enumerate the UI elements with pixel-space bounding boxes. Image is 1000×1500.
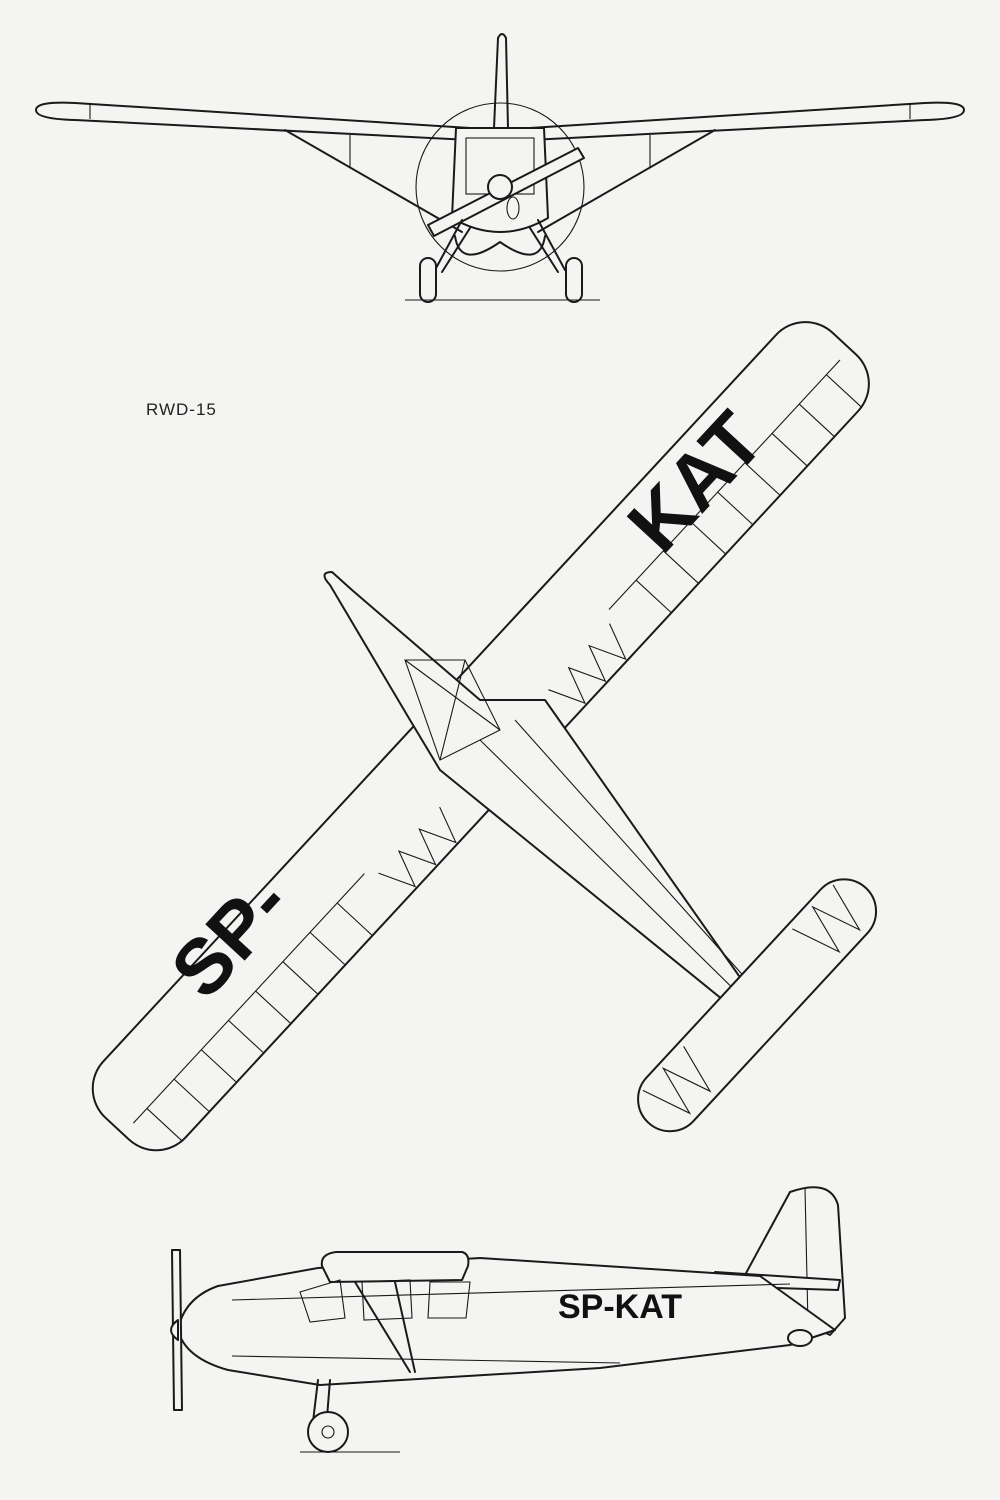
fuselage-registration: SP-KAT — [557, 1288, 683, 1326]
wing-registration-right: KAT — [610, 395, 780, 569]
aircraft-model-label: RWD-15 — [146, 400, 217, 419]
wing-registration-left: SP- — [153, 859, 307, 1015]
